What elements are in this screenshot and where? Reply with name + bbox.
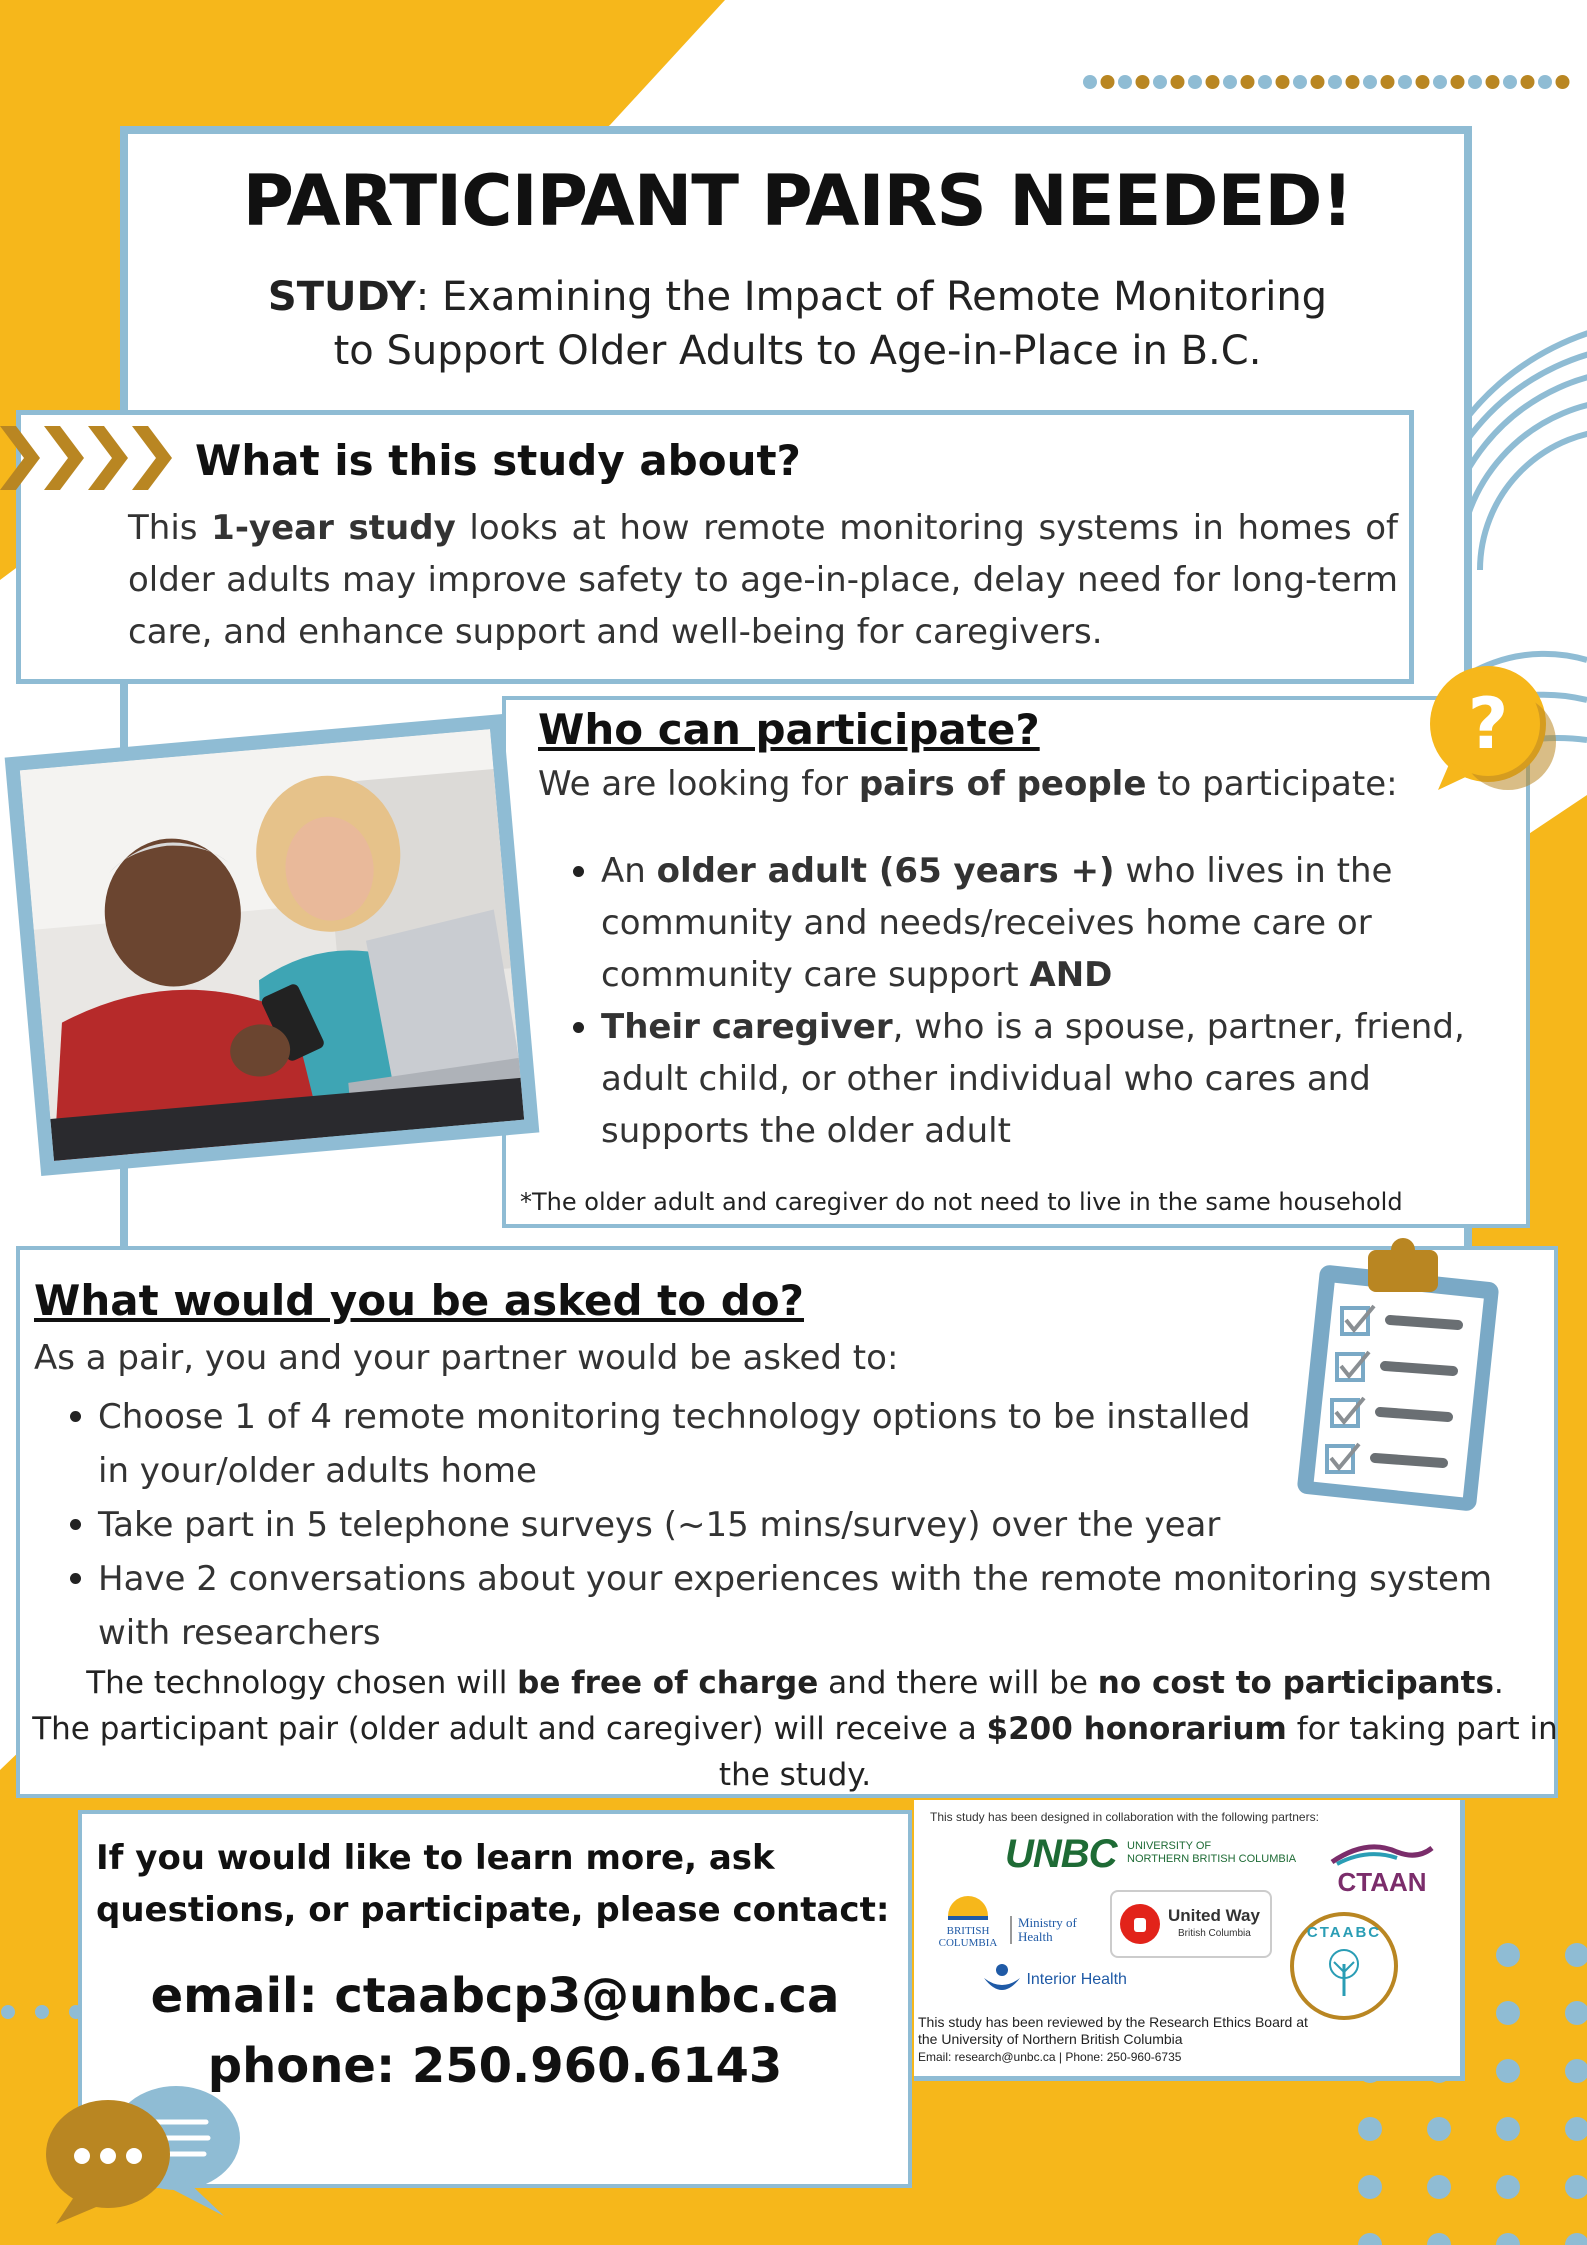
unbc-logo bbox=[1005, 1832, 1296, 1877]
who-intro-pre: We are looking for bbox=[538, 764, 859, 804]
who-intro bbox=[538, 764, 1398, 804]
decor-dot bbox=[1496, 2117, 1520, 2141]
unbc-wordmark: UNBC bbox=[1005, 1832, 1117, 1876]
decor-dot bbox=[1328, 75, 1342, 89]
decor-dot bbox=[1358, 2175, 1382, 2199]
asked-footer bbox=[30, 1660, 1560, 1798]
asked-f2-bold: $200 honorarium bbox=[986, 1711, 1287, 1747]
united-way-logo bbox=[1110, 1890, 1272, 1958]
decor-dot bbox=[1427, 2117, 1451, 2141]
dot-row-top bbox=[1083, 75, 1570, 89]
ctaan-logo bbox=[1318, 1838, 1446, 1898]
decor-dot bbox=[1101, 75, 1115, 89]
asked-intro: As a pair, you and your partner would be asked to: bbox=[34, 1338, 899, 1378]
asked-item-surveys: Take part in 5 telephone surveys (~15 mins/survey) over the year bbox=[62, 1498, 1532, 1552]
ctaan-swoosh-icon bbox=[1327, 1838, 1437, 1868]
decor-dot bbox=[1503, 75, 1517, 89]
decor-dot bbox=[1496, 1943, 1520, 1967]
who-b2-bold: Their caregiver bbox=[601, 1007, 893, 1047]
about-text-post: looks at how remote monitoring systems in homes of older adults may improve safety to age-in-place, delay need for long-term care, and enhance support and well-being for caregivers. bbox=[128, 508, 1398, 652]
who-note: *The older adult and caregiver do not need to live in the same household bbox=[520, 1188, 1403, 1216]
older-adults-photo bbox=[20, 729, 524, 1161]
chevrons-decoration bbox=[0, 418, 200, 498]
decor-dot bbox=[1358, 2117, 1382, 2141]
interior-health-logo bbox=[982, 1962, 1127, 1998]
who-list bbox=[565, 845, 1465, 1157]
decor-dot bbox=[1433, 75, 1447, 89]
unbc-sub2: NORTHERN BRITISH COLUMBIA bbox=[1127, 1853, 1297, 1865]
who-b1-bold: older adult (65 years +) bbox=[656, 851, 1115, 891]
decor-dot bbox=[1486, 75, 1500, 89]
asked-f1-mid: and there will be bbox=[818, 1665, 1098, 1701]
study-subtitle bbox=[130, 270, 1465, 378]
decor-dot bbox=[1451, 75, 1465, 89]
decor-dot bbox=[1398, 75, 1412, 89]
decor-dot bbox=[1496, 2175, 1520, 2199]
asked-list bbox=[62, 1390, 1532, 1660]
who-b1-pre: An bbox=[601, 851, 657, 891]
interior-health-icon bbox=[982, 1962, 1022, 1998]
decor-dot bbox=[1496, 2001, 1520, 2025]
who-item-older-adult bbox=[565, 845, 1465, 1001]
asked-item-choose: Choose 1 of 4 remote monitoring technology options to be installed in your/older adults home bbox=[62, 1390, 1268, 1498]
contact-phone: phone: 250.960.6143 bbox=[207, 2038, 783, 2094]
ministry-line1: Ministry of bbox=[1018, 1915, 1077, 1930]
decor-dot bbox=[1363, 75, 1377, 89]
decor-dot bbox=[1083, 75, 1097, 89]
who-item-caregiver bbox=[565, 1001, 1465, 1157]
asked-f2-pre: The participant pair (older adult and caregiver) will receive a bbox=[32, 1711, 987, 1747]
photo-frame bbox=[5, 714, 540, 1176]
bc-line1: BRITISH bbox=[946, 1925, 990, 1937]
decor-dot bbox=[1223, 75, 1237, 89]
bc-logo bbox=[928, 1890, 1008, 1949]
decor-dot bbox=[1381, 75, 1395, 89]
decor-dot bbox=[1556, 75, 1570, 89]
asked-f1-pre: The technology chosen will bbox=[86, 1665, 518, 1701]
decor-dot bbox=[1171, 75, 1185, 89]
decor-dot bbox=[1346, 75, 1360, 89]
united-way-hand-icon bbox=[1118, 1902, 1162, 1946]
asked-f1-b1: be free of charge bbox=[517, 1665, 819, 1701]
decor-dot bbox=[1206, 75, 1220, 89]
decor-dot bbox=[1521, 75, 1535, 89]
decor-dot bbox=[1416, 75, 1430, 89]
partners-intro: This study has been designed in collaboration with the following partners: bbox=[930, 1810, 1319, 1824]
page-title: PARTICIPANT PAIRS NEEDED! bbox=[242, 160, 1353, 242]
chat-bubbles-icon bbox=[36, 2076, 246, 2226]
asked-f1-end: . bbox=[1493, 1665, 1504, 1701]
ctaabc-logo bbox=[1290, 1912, 1398, 2020]
ctaan-wordmark: CTAAN bbox=[1337, 1867, 1427, 1897]
interior-health-name: Interior Health bbox=[1026, 1971, 1127, 1988]
study-title-line2: to Support Older Adults to Age-in-Place in B.C. bbox=[333, 328, 1262, 374]
bc-sun-icon bbox=[943, 1890, 993, 1920]
contact-lead: If you would like to learn more, ask questions, or participate, please contact: bbox=[96, 1838, 890, 1930]
about-text-bold: 1-year study bbox=[211, 508, 456, 548]
decor-dot bbox=[1153, 75, 1167, 89]
about-heading: What is this study about? bbox=[195, 436, 801, 485]
ctaabc-wordmark: CTAABC bbox=[1306, 1924, 1382, 1941]
decor-dot bbox=[1311, 75, 1325, 89]
decor-dot bbox=[1496, 2059, 1520, 2083]
decor-dot bbox=[1468, 75, 1482, 89]
svg-text:?: ? bbox=[1467, 683, 1509, 765]
decor-dot bbox=[1427, 2175, 1451, 2199]
study-title-line1: : Examining the Impact of Remote Monitoring bbox=[415, 274, 1328, 320]
unbc-sub1: UNIVERSITY OF bbox=[1127, 1840, 1212, 1852]
study-label: STUDY bbox=[267, 274, 416, 320]
who-intro-bold: pairs of people bbox=[858, 764, 1147, 804]
who-heading: Who can participate? bbox=[538, 705, 1040, 754]
who-b1-post: who lives in the community and needs/receives home care or community care support bbox=[601, 851, 1393, 995]
decor-dot bbox=[1136, 75, 1150, 89]
asked-f2-post: for taking part in the study. bbox=[718, 1711, 1558, 1793]
question-mark-icon bbox=[1420, 662, 1560, 792]
decor-dot bbox=[1276, 75, 1290, 89]
ministry-line2: Health bbox=[1018, 1929, 1053, 1944]
decor-dot bbox=[1118, 75, 1132, 89]
about-text-pre: This bbox=[128, 508, 212, 548]
decor-dot bbox=[1538, 75, 1552, 89]
united-way-region: British Columbia bbox=[1178, 1928, 1251, 1939]
asked-heading: What would you be asked to do? bbox=[34, 1276, 804, 1325]
contact-email: email: ctaabcp3@unbc.ca bbox=[150, 1968, 840, 2024]
decor-dot bbox=[1258, 75, 1272, 89]
who-b2-post: , who is a spouse, partner, friend, adult child, or other individual who cares and supports the older adult bbox=[601, 1007, 1465, 1151]
ethics-line1: This study has been reviewed by the Research Ethics Board at bbox=[918, 2014, 1308, 2030]
decor-dot bbox=[1188, 75, 1202, 89]
decor-dot bbox=[1241, 75, 1255, 89]
about-paragraph bbox=[128, 502, 1398, 658]
asked-f1-b2: no cost to participants bbox=[1097, 1665, 1494, 1701]
who-intro-post: to participate: bbox=[1146, 764, 1398, 804]
who-b1-and: AND bbox=[1029, 955, 1113, 995]
ethics-line2: the University of Northern British Columbia bbox=[918, 2031, 1183, 2047]
decor-dot bbox=[1293, 75, 1307, 89]
tree-icon bbox=[1324, 1948, 1364, 1998]
united-way-name: United Way bbox=[1168, 1906, 1260, 1925]
asked-item-conversations: Have 2 conversations about your experiences with the remote monitoring system with researchers bbox=[62, 1552, 1532, 1660]
ethics-line3: Email: research@unbc.ca | Phone: 250-960-6735 bbox=[918, 2050, 1182, 2064]
ethics-statement bbox=[918, 2014, 1438, 2066]
ministry-label bbox=[1010, 1916, 1077, 1944]
bc-line2: COLUMBIA bbox=[938, 1937, 998, 1949]
